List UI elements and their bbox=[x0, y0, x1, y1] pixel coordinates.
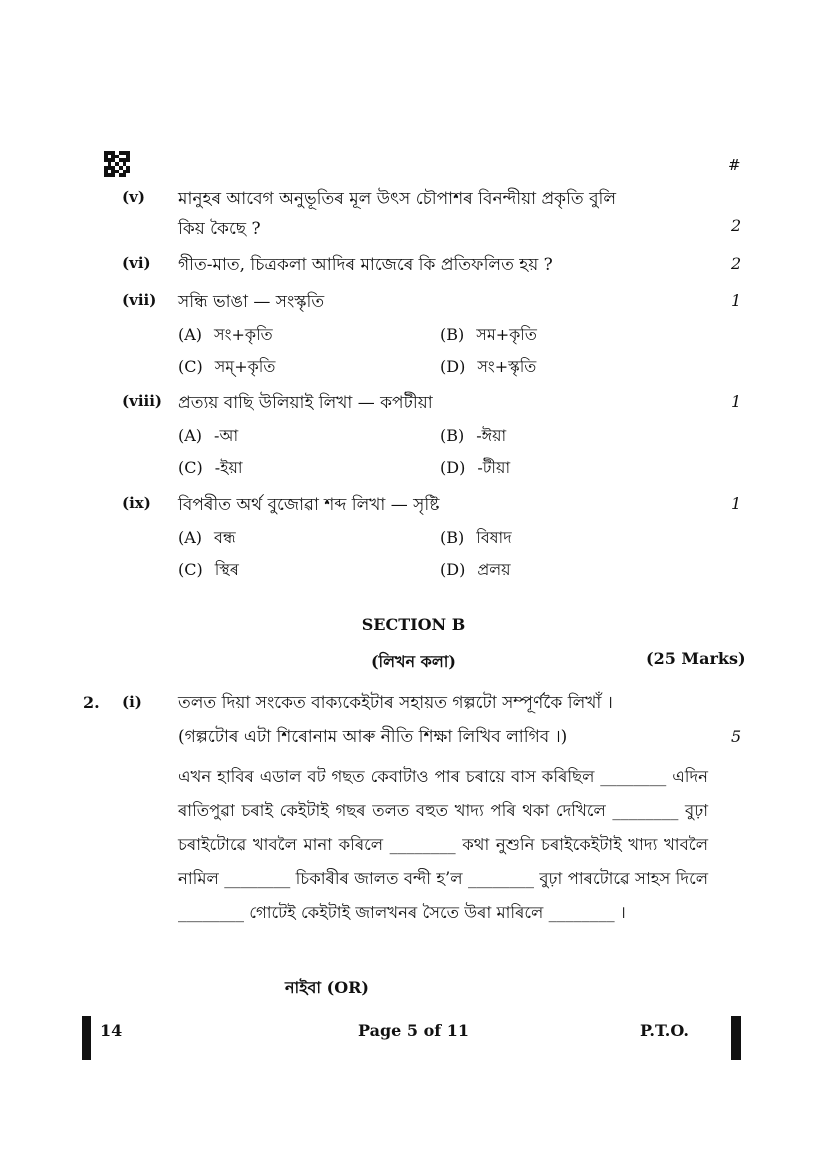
or-label: নাইবা (OR) bbox=[285, 978, 370, 997]
option-a: (A) বন্ধ bbox=[178, 528, 236, 547]
option-d: (D) সং+স্কৃতি bbox=[440, 357, 537, 376]
option-c: (C) -ইয়া bbox=[178, 458, 243, 477]
question-text: গীত-মাত, চিত্ৰকলা আদিৰ মাজেৰে কি প্ৰতিফলিত হয় ? bbox=[178, 255, 553, 275]
question-2-note: (গল্পটোৰ এটা শিৰোনাম আৰু নীতি শিক্ষা লিখিব লাগিব ।) bbox=[178, 727, 568, 747]
question-viii bbox=[0, 392, 827, 422]
question-mark: 1 bbox=[731, 291, 742, 310]
question-text: প্ৰত্যয় বাছি উলিয়াই লিখা — কপটীয়া bbox=[178, 393, 433, 413]
question-vii bbox=[0, 291, 827, 321]
section-subtitle: (লিখন কলা) bbox=[370, 652, 457, 671]
footer-right-bar bbox=[731, 1016, 741, 1060]
question-v-line2 bbox=[0, 216, 827, 246]
question-text-cont: কিয় কৈছে ? bbox=[178, 219, 261, 239]
option-d: (D) প্ৰলয় bbox=[440, 560, 511, 579]
question-ix bbox=[0, 494, 827, 524]
options-row bbox=[0, 525, 827, 555]
options-row bbox=[0, 455, 827, 485]
question-mark: 1 bbox=[731, 494, 742, 513]
option-c: (C) স্থিৰ bbox=[178, 560, 239, 579]
option-c: (C) সম্+কৃতি bbox=[178, 357, 276, 376]
footer-page-code: 14 bbox=[100, 1021, 123, 1040]
question-text: সন্ধি ভাঙা — সংস্কৃতি bbox=[178, 292, 325, 312]
footer-page-number: Page 5 of 11 bbox=[358, 1021, 469, 1040]
option-a: (A) -আ bbox=[178, 426, 239, 445]
options-row bbox=[0, 423, 827, 453]
question-text: বিপৰীত অৰ্থ বুজোৱা শব্দ লিখা — সৃষ্টি bbox=[178, 495, 440, 515]
question-number: (vii) bbox=[122, 291, 157, 309]
question-2-instruction: তলত দিয়া সংকেত বাক্যকেইটাৰ সহায়ত গল্পটো সম্পূৰ্ণকৈ লিখাঁ । bbox=[178, 693, 613, 713]
question-2-number: 2. bbox=[83, 693, 100, 712]
option-d: (D) -টীয়া bbox=[440, 458, 511, 477]
question-number: (viii) bbox=[122, 392, 163, 410]
question-text: মানুহৰ আবেগ অনুভূতিৰ মূল উৎস চৌপাশৰ বিনন্দীয়া প্ৰকৃতি বুলি bbox=[178, 189, 617, 209]
question-2-mark: 5 bbox=[731, 727, 742, 746]
option-b: (B) -ঈয়া bbox=[440, 426, 507, 445]
footer-pto: P.T.O. bbox=[640, 1021, 689, 1040]
options-row bbox=[0, 322, 827, 352]
section-marks: (25 Marks) bbox=[646, 649, 746, 668]
option-a: (A) সং+কৃতি bbox=[178, 325, 273, 344]
question-mark: 2 bbox=[731, 254, 742, 273]
question-v bbox=[0, 188, 827, 218]
section-title: SECTION B bbox=[361, 615, 466, 634]
header-hash: # bbox=[728, 156, 741, 174]
question-2-sub: (i) bbox=[122, 693, 142, 711]
qr-code-icon bbox=[104, 151, 130, 177]
question-number: (v) bbox=[122, 188, 145, 206]
question-mark: 1 bbox=[731, 392, 742, 411]
question-vi bbox=[0, 254, 827, 284]
question-mark: 2 bbox=[731, 216, 742, 235]
question-number: (vi) bbox=[122, 254, 151, 272]
story-outline-paragraph: এখন হাবিৰ এডাল বট গছত কেবাটাও পাৰ চৰায়ে বাস কৰিছিল ________ এদিন ৰাতিপুৱা চৰাই কেইটাই গছৰ তলত বহুত খাদ্য পৰি থকা দেখিলে ________ বুঢ়া চৰাইটোৱে খাবলৈ মানা কৰিলে ________ কথা নুশুনি চৰাইকেইটাই খাদ্য খাবলৈ নামিল ________ চিকাৰীৰ জালত বন্দী হ’ল ________ বুঢ়া পাৰটোৱে সাহস দিলে ________ গোটেই কেইটাই জালখনৰ সৈতে উৰা মাৰিলে ________ । bbox=[178, 767, 708, 922]
option-b: (B) সম+কৃতি bbox=[440, 325, 537, 344]
question-number: (ix) bbox=[122, 494, 151, 512]
options-row bbox=[0, 354, 827, 384]
option-b: (B) বিষাদ bbox=[440, 528, 512, 547]
options-row bbox=[0, 557, 827, 587]
